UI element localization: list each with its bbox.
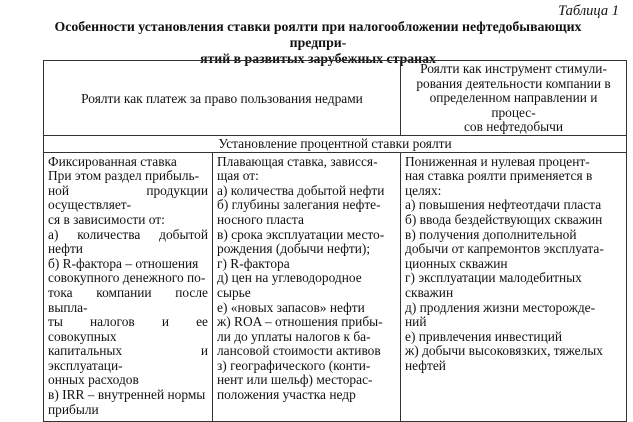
header-cell-left: Роялти как платеж за право пользования недрами	[44, 61, 401, 136]
cell-text-line: добычи от капремонтов эксплуата-	[405, 241, 604, 257]
cell-text-line: Пониженная и нулевая процент-	[405, 153, 590, 169]
cell-text-line: ционных скважин	[405, 255, 508, 271]
cell-text-line: б) ввода бездействующих скважин	[405, 211, 603, 227]
cell-text-line: носного пласта	[217, 211, 304, 227]
floating-rate-cell	[213, 152, 401, 422]
cell-text-line: а) количества добытой нефти	[48, 226, 208, 257]
section-row	[44, 135, 627, 152]
cell-text-line: ли до уплаты налогов к ба-	[217, 328, 371, 344]
cell-text-line: рождения (добычи нефти);	[217, 241, 371, 257]
cell-text-line: ний	[405, 314, 427, 330]
cell-text-line: сырье	[217, 284, 251, 300]
cell-text-line: в) IRR – внутренней нормы	[48, 387, 206, 403]
header-right-line: рования деятельности компании в	[416, 75, 611, 91]
cell-text-line: з) географического (конти-	[217, 357, 371, 373]
cell-text-line: б) R-фактора – отношения	[48, 255, 199, 271]
header-right-line: Роялти как инструмент стимули-	[420, 61, 607, 76]
cell-text-line: ся в зависимости от:	[48, 211, 165, 227]
cell-text-line: б) глубины залегания нефте-	[217, 197, 381, 213]
cell-text-line: ты налогов и ее совокупных	[48, 314, 208, 344]
cell-text-line: а) повышения нефтеотдачи пласта	[405, 197, 602, 213]
fixed-rate-cell	[44, 152, 213, 422]
cell-text-line: При этом раздел прибыль-	[48, 168, 200, 184]
cell-text-line: в) срока эксплуатации место-	[217, 226, 385, 242]
cell-text-line: онных расходов	[48, 372, 139, 388]
cell-text-line: тока компании после выпла-	[48, 284, 208, 315]
title-line: ятий в развитых зарубежных странах	[200, 51, 436, 66]
cell-text-line: в) получения дополнительной	[405, 226, 577, 242]
cell-text-line: лансовой стоимости активов	[217, 343, 381, 359]
cell-text-line: капитальных и эксплуатаци-	[48, 343, 208, 373]
cell-text-line: а) количества добытой нефти	[217, 182, 385, 198]
title-line: Особенности установления ставки роялти при налогообложении нефтедобывающих предпри-	[54, 19, 582, 50]
cell-text-line: скважин	[405, 284, 454, 300]
cell-text-line: ной продукции осуществляет-	[48, 182, 208, 213]
section-title: Установление процентной ставки роялти	[44, 135, 627, 152]
cell-text-line: совокупного денежного по-	[48, 270, 206, 286]
cell-text-line: положения участка недр	[217, 387, 356, 403]
reduced-rate-cell	[401, 152, 627, 422]
cell-text-line: д) цен на углеводородное	[217, 270, 362, 286]
cell-text-line: щая от:	[217, 168, 259, 184]
header-right-line: сов нефтедобычи	[463, 119, 564, 135]
cell-text-line: ная ставка роялти применяется в	[405, 168, 593, 184]
table-number: Таблица 1	[558, 3, 619, 19]
cell-text-line: нефтей	[405, 357, 446, 373]
header-right-line: определенном направлении и процес-	[429, 90, 598, 120]
cell-text-line: г) R-фактора	[217, 255, 290, 271]
cell-text-line: нент или шельф) месторас-	[217, 372, 373, 388]
cell-text-line: е) «новых запасов» нефти	[217, 299, 365, 315]
cell-text-line: целях:	[405, 182, 442, 198]
cell-text-line: прибыли	[48, 401, 99, 417]
content-row	[44, 152, 627, 422]
cell-text-line: д) продления жизни месторожде-	[405, 299, 596, 315]
header-cell-right	[401, 61, 627, 136]
cell-text-line: ж) ROA – отношения прибы-	[217, 314, 383, 330]
royalty-table	[43, 60, 627, 422]
cell-text-line: ж) добычи высоковязких, тяжелых	[405, 343, 604, 359]
cell-text-line: е) привлечения инвестиций	[405, 328, 563, 344]
header-row	[44, 61, 627, 136]
cell-text-line: г) эксплуатации малодебитных	[405, 270, 582, 286]
cell-text-line: Фиксированная ставка	[48, 153, 177, 169]
cell-text-line: Плавающая ставка, зависся-	[217, 153, 378, 169]
